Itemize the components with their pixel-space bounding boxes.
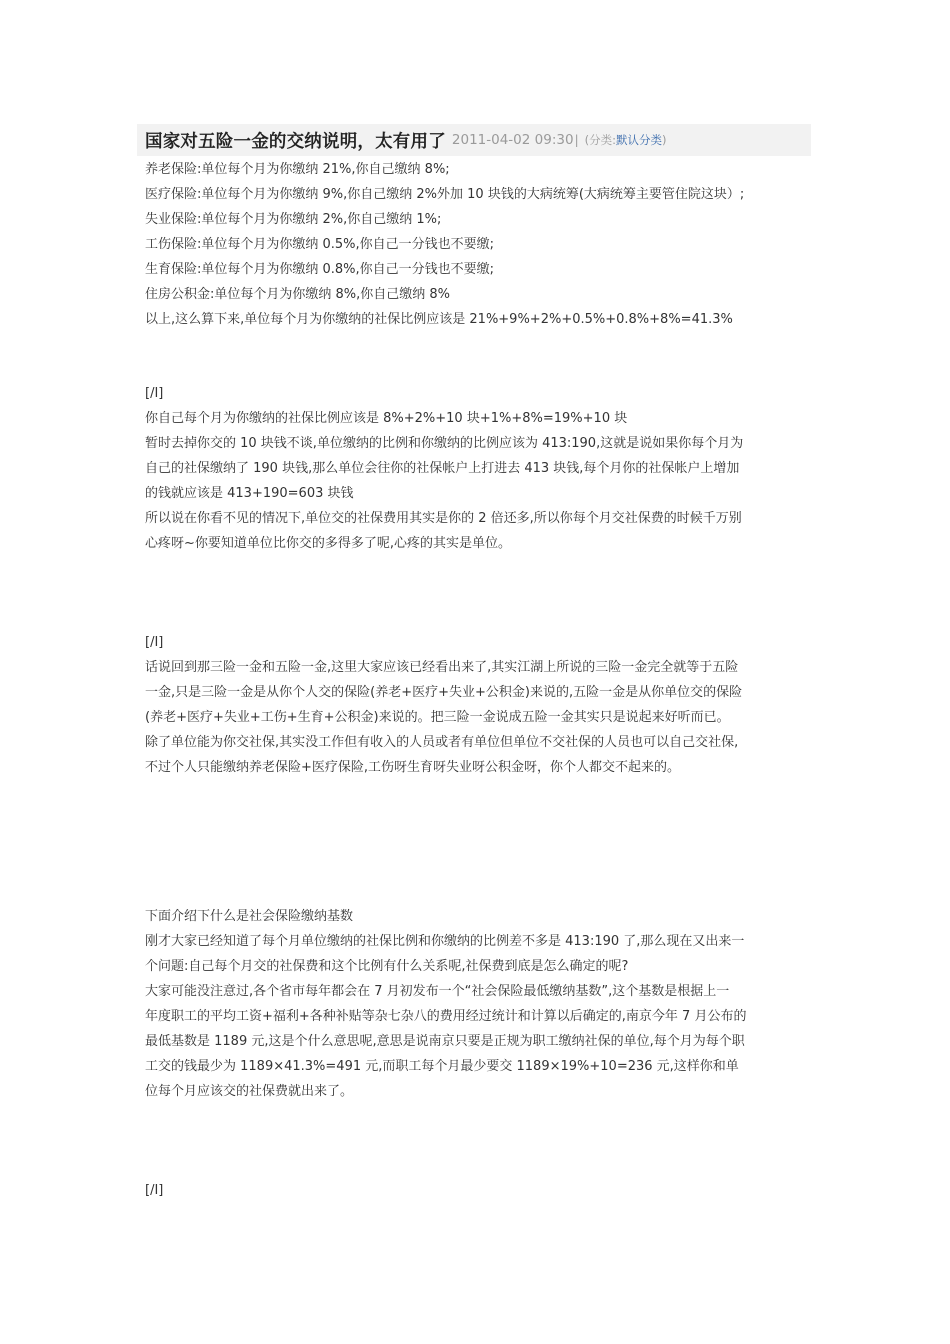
category-close: )	[661, 133, 667, 147]
text-line: 一金,只是三险一金是从你个人交的保险(养老+医疗+失业+公积金)来说的,五险一金是从你单位交的保险	[145, 685, 743, 700]
category-open: (分类:	[584, 133, 616, 147]
text-line: 个问题:自己每个月交的社保费和这个比例有什么关系呢,社保费到底是怎么确定的呢?	[145, 959, 629, 974]
text-line: 养老保险:单位每个月为你缴纳 21%,你自己缴纳 8%;	[145, 162, 450, 177]
section-heading: 下面介绍下什么是社会保险缴纳基数	[145, 909, 354, 924]
text-line: 话说回到那三险一金和五险一金,这里大家应该已经看出来了,其实江湖上所说的三险一金完全就等于五险	[145, 660, 739, 675]
text-line: 所以说在你看不见的情况下,单位交的社保费用其实是你的 2 倍还多,所以你每个月交社保费的时候千万别	[145, 511, 742, 526]
text-line: 失业保险:单位每个月为你缴纳 2%,你自己缴纳 1%;	[145, 212, 442, 227]
text-line: (养老+医疗+失业+工伤+生育+公积金)来说的。把三险一金说成五险一金其实只是说起来好听而已。	[145, 710, 730, 725]
text-line: 的钱就应该是 413+190=603 块钱	[145, 486, 354, 501]
text-line: 位每个月应该交的社保费就出来了。	[145, 1084, 354, 1099]
text-line: 工交的钱最少为 1189×41.3%=491 元,而职工每个月最少要交 1189×19%+10=236 元,这样你和单	[145, 1059, 739, 1074]
text-line: 自己的社保缴纳了 190 块钱,那么单位会往你的社保帐户上打进去 413 块钱,每个月你的社保帐户上增加	[145, 461, 740, 476]
text-line: 年度职工的平均工资+福利+各种补贴等杂七杂八的费用经过统计和计算以后确定的,南京今年 7 月公布的	[145, 1009, 747, 1024]
text-line: 不过个人只能缴纳养老保险+医疗保险,工伤呀生育呀失业呀公积金呀，你个人都交不起来的。	[145, 760, 681, 775]
category-link[interactable]: 默认分类	[615, 133, 662, 147]
text-line: 医疗保险:单位每个月为你缴纳 9%,你自己缴纳 2%外加 10 块钱的大病统筹(大病统筹主要管住院这块）;	[145, 187, 745, 202]
text-line: 最低基数是 1189 元,这是个什么意思呢,意思是说南京只要是正规为职工缴纳社保的单位,每个月为每个职	[145, 1034, 745, 1049]
post-date: 2011-04-02 09:30	[451, 132, 574, 148]
text-line: 大家可能没注意过,各个省市每年都会在 7 月初发布一个“社会保险最低缴纳基数”,这个基数是根据上一	[145, 984, 730, 999]
article-title: 国家对五险一金的交纳说明，太有用了	[145, 131, 446, 152]
text-line: 住房公积金:单位每个月为你缴纳 8%,你自己缴纳 8%	[145, 287, 451, 302]
text-line: 除了单位能为你交社保,其实没工作但有收入的人员或者有单位但单位不交社保的人员也可以自己交社保,	[145, 735, 739, 750]
text-line: 生育保险:单位每个月为你缴纳 0.8%,你自己一分钱也不要缴;	[145, 262, 495, 277]
text-line: 刚才大家已经知道了每个月单位缴纳的社保比例和你缴纳的比例差不多是 413:190 了,那么现在又出来一	[145, 934, 745, 949]
header-separator: |	[574, 133, 579, 147]
text-line: 你自己每个月为你缴纳的社保比例应该是 8%+2%+10 块+1%+8%=19%+10 块	[145, 411, 628, 426]
text-line: 以上,这么算下来,单位每个月为你缴纳的社保比例应该是 21%+9%+2%+0.5%+0.8%+8%=41.3%	[145, 312, 733, 327]
section-marker: [/I]	[145, 635, 164, 650]
text-line: 暂时去掉你交的 10 块钱不谈,单位缴纳的比例和你缴纳的比例应该为 413:190,这就是说如果你每个月为	[145, 436, 744, 451]
section-marker: [/I]	[145, 386, 164, 401]
section-marker: [/I]	[145, 1183, 164, 1198]
text-line: 心疼呀~你要知道单位比你交的多得多了呢,心疼的其实是单位。	[145, 536, 512, 551]
text-line: 工伤保险:单位每个月为你缴纳 0.5%,你自己一分钱也不要缴;	[145, 237, 495, 252]
category-label	[585, 132, 667, 148]
article-header	[137, 124, 811, 156]
